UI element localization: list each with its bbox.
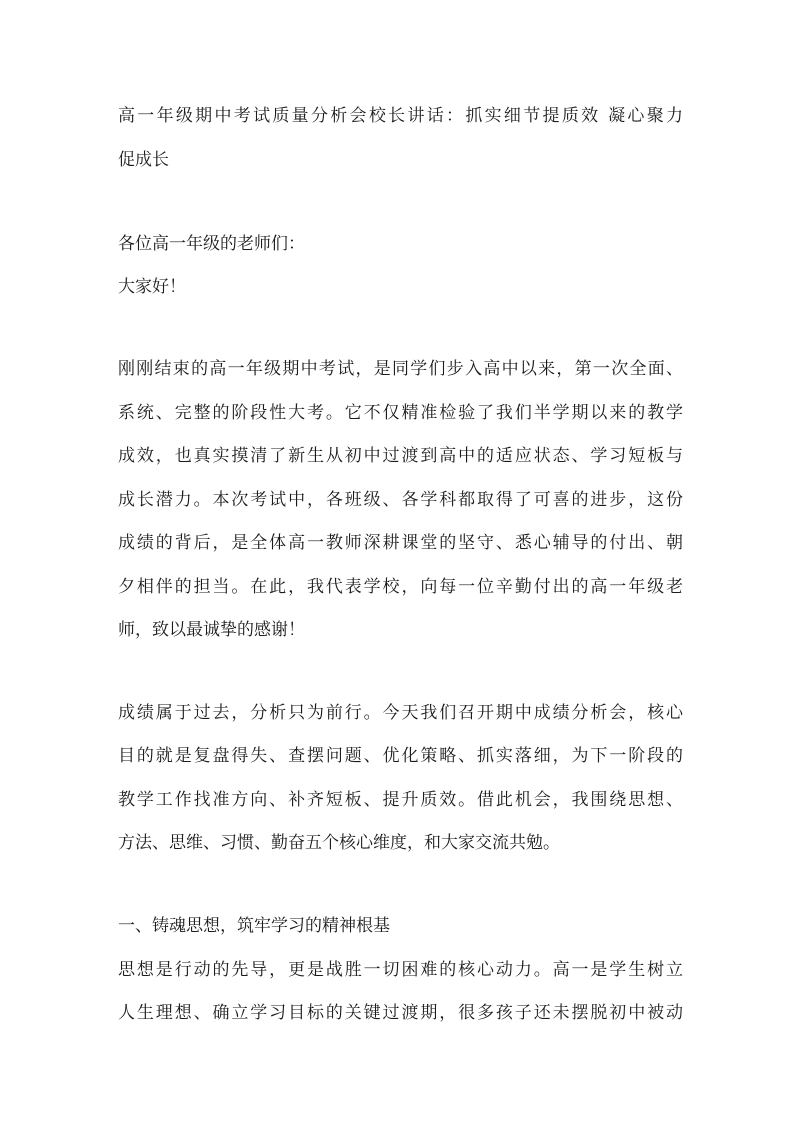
paragraph-2-line: 成绩属于过去，分析只为前行。今天我们召开期中成绩分析会，核心	[118, 703, 683, 723]
document-title-line-2: 促成长	[118, 150, 169, 170]
paragraph-3-line: 人生理想、确立学习目标的关键过渡期，很多孩子还未摆脱初中被动	[118, 1003, 683, 1023]
salutation: 各位高一年级的老师们：	[118, 234, 305, 254]
paragraph-1-line: 师，致以最诚挚的感谢！	[118, 620, 305, 640]
paragraph-1-line: 成长潜力。本次考试中，各班级、各学科都取得了可喜的进步，这份	[118, 490, 683, 510]
paragraph-1-line: 成效，也真实摸清了新生从初中过渡到高中的适应状态、学习短板与	[118, 446, 683, 466]
document-title-line-1: 高一年级期中考试质量分析会校长讲话：抓实细节提质效 凝心聚力	[118, 106, 683, 126]
section-heading: 一、铸魂思想，筑牢学习的精神根基	[118, 916, 390, 936]
paragraph-2-line: 目的就是复盘得失、查摆问题、优化策略、抓实落细，为下一阶段的	[118, 746, 683, 766]
paragraph-1-line: 成绩的背后，是全体高一教师深耕课堂的坚守、悉心辅导的付出、朝	[118, 533, 683, 553]
paragraph-2-line: 方法、思维、习惯、勤奋五个核心维度，和大家交流共勉。	[118, 833, 560, 853]
paragraph-3-line: 思想是行动的先导，更是战胜一切困难的核心动力。高一是学生树立	[118, 960, 683, 980]
paragraph-1-line: 刚刚结束的高一年级期中考试，是同学们步入高中以来，第一次全面、	[118, 359, 683, 379]
paragraph-1-line: 夕相伴的担当。在此，我代表学校，向每一位辛勤付出的高一年级老	[118, 577, 683, 597]
paragraph-1-line: 系统、完整的阶段性大考。它不仅精准检验了我们半学期以来的教学	[118, 403, 683, 423]
paragraph-2-line: 教学工作找准方向、补齐短板、提升质效。借此机会，我围绕思想、	[118, 790, 683, 810]
greeting: 大家好！	[118, 277, 186, 297]
